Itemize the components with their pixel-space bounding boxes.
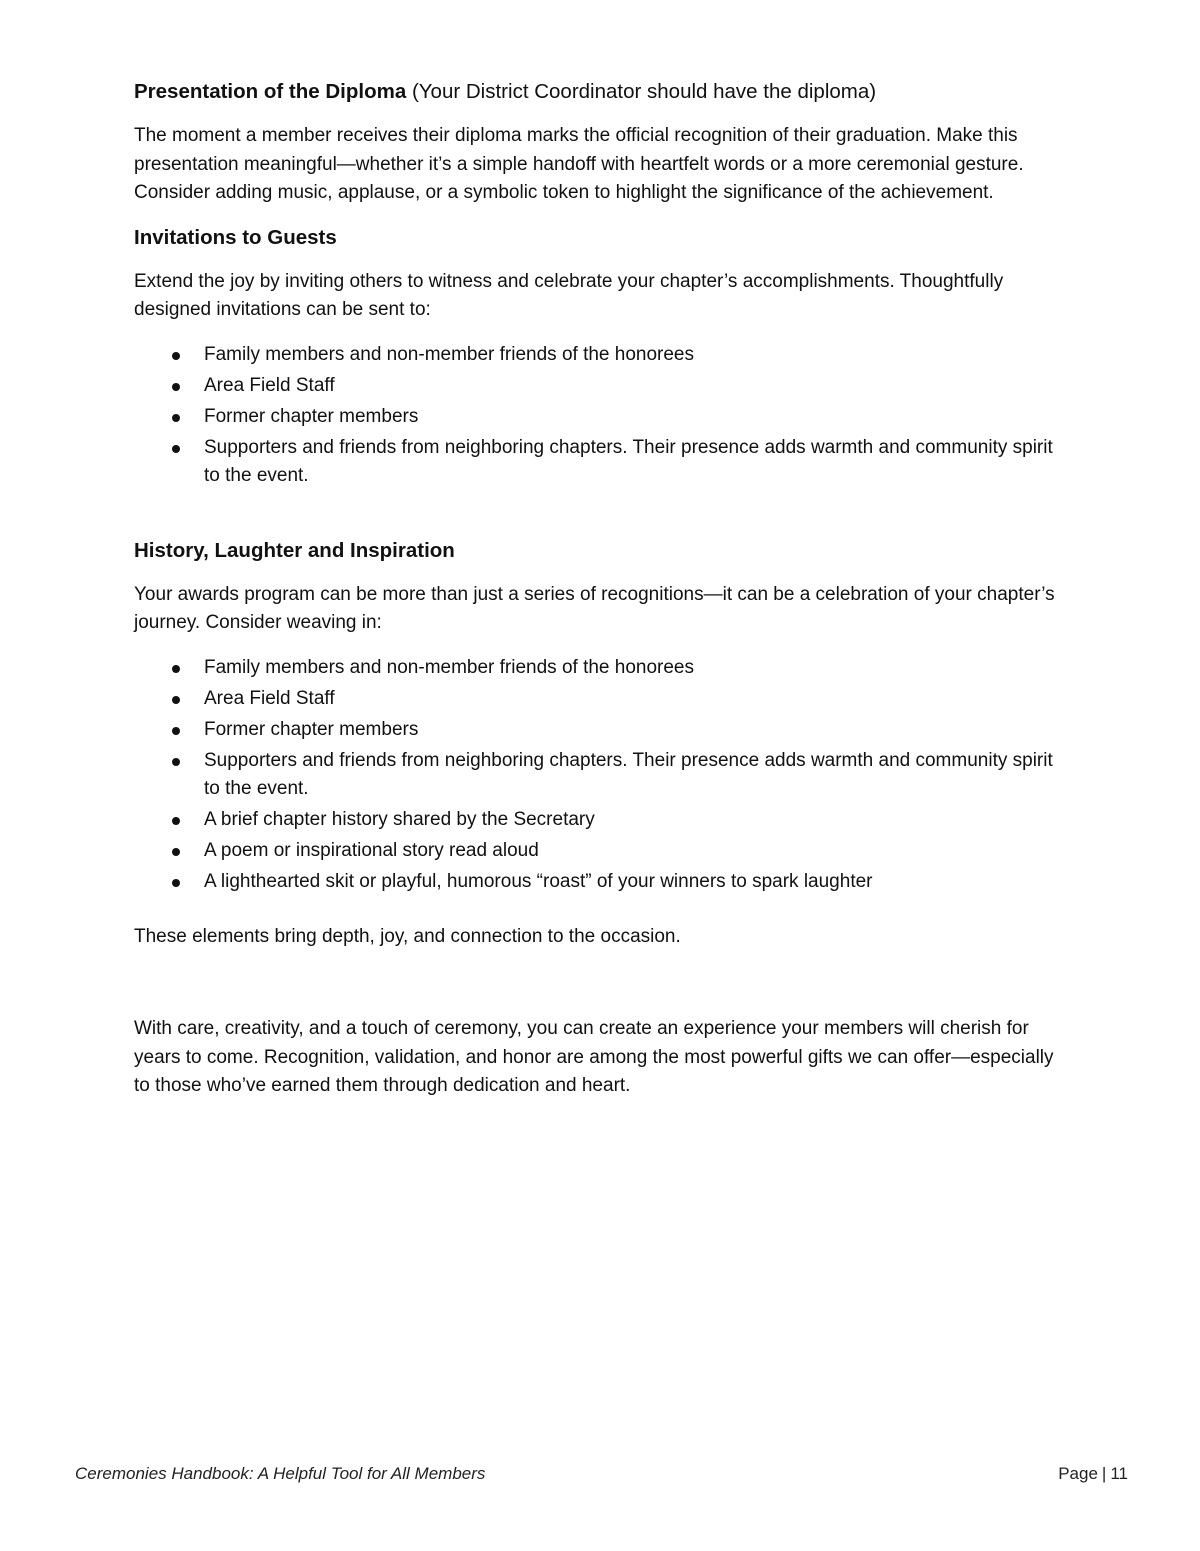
history-heading: History, Laughter and Inspiration xyxy=(134,538,455,562)
list-item-text: Supporters and friends from neighboring chapters. Their presence adds warmth and community spirit to the event. xyxy=(204,436,1053,486)
bullet-icon xyxy=(172,383,180,391)
list-item xyxy=(134,716,1064,745)
list-item xyxy=(134,868,1064,897)
bullet-icon xyxy=(172,696,180,704)
bullet-icon xyxy=(172,414,180,422)
invitations-paragraph: Extend the joy by inviting others to witness and celebrate your chapter’s accomplishments. Thoughtfully designed invitations can be sent to: xyxy=(134,270,1004,320)
bullet-icon xyxy=(172,848,180,856)
bullet-icon xyxy=(172,727,180,735)
history-closing: These elements bring depth, joy, and connection to the occasion. xyxy=(134,925,681,947)
list-item xyxy=(134,372,1064,401)
diploma-heading-note: (Your District Coordinator should have the diploma) xyxy=(411,80,877,103)
list-item xyxy=(134,434,1064,491)
bullet-icon xyxy=(172,352,180,360)
bullet-icon xyxy=(172,817,180,825)
diploma-heading xyxy=(134,78,1064,106)
diploma-heading-title: Presentation of the Diploma xyxy=(134,80,407,103)
list-item xyxy=(134,747,1064,804)
list-item-text: Family members and non-member friends of the honorees xyxy=(204,343,695,365)
page-number: 11 xyxy=(1110,1464,1128,1483)
list-item-text: A poem or inspirational story read aloud xyxy=(204,840,539,861)
list-item-text: Area Field Staff xyxy=(204,687,335,709)
list-item-text: A brief chapter history shared by the Secretary xyxy=(204,809,595,830)
conclusion-paragraph: With care, creativity, and a touch of ceremony, you can create an experience your members will cherish for years to come. Recognition, validation, and honor are among the most powerful gifts we can offer—especially to those who’ve earned them through dedication and heart. xyxy=(134,1018,1054,1096)
bullet-icon xyxy=(172,879,180,887)
bullet-icon xyxy=(172,665,180,673)
list-item-text: Former chapter members xyxy=(204,405,419,427)
document-page xyxy=(134,78,1064,1117)
bullet-icon xyxy=(172,445,180,453)
page-separator: | xyxy=(1101,1464,1107,1483)
spacer xyxy=(134,507,1064,537)
list-item xyxy=(134,654,1064,683)
list-item-text: Area Field Staff xyxy=(204,374,335,396)
diploma-paragraph: The moment a member receives their diploma marks the official recognition of their graduation. Make this presentation meaningful—whether it’s a simple handoff with heartfelt words or a more ceremonial gesture. Consider adding music, applause, or a symbolic token to highlight the significance of the achievement. xyxy=(134,125,1024,203)
list-item-text: Supporters and friends from neighboring chapters. Their presence adds warmth and community spirit to the event. xyxy=(204,749,1053,799)
bullet-icon xyxy=(172,758,180,766)
list-item-text: Family members and non-member friends of the honorees xyxy=(204,656,695,678)
footer-document-title: Ceremonies Handbook: A Helpful Tool for All Members xyxy=(75,1464,486,1483)
history-paragraph: Your awards program can be more than just a series of recognitions—it can be a celebration of your chapter’s journey. Consider weaving in: xyxy=(134,583,1055,633)
invitations-list xyxy=(134,341,1064,491)
invitations-heading: Invitations to Guests xyxy=(134,225,337,249)
list-item-text: A lighthearted skit or playful, humorous “roast” of your winners to spark laughter xyxy=(204,871,873,892)
page-label: Page xyxy=(1058,1464,1098,1483)
list-item xyxy=(134,806,1064,835)
spacer xyxy=(134,967,1064,1015)
list-item xyxy=(134,341,1064,370)
footer-page-number xyxy=(1058,1464,1128,1484)
list-item xyxy=(134,685,1064,714)
list-item xyxy=(134,837,1064,866)
history-list xyxy=(134,654,1064,897)
list-item-text: Former chapter members xyxy=(204,718,419,740)
list-item xyxy=(134,403,1064,432)
